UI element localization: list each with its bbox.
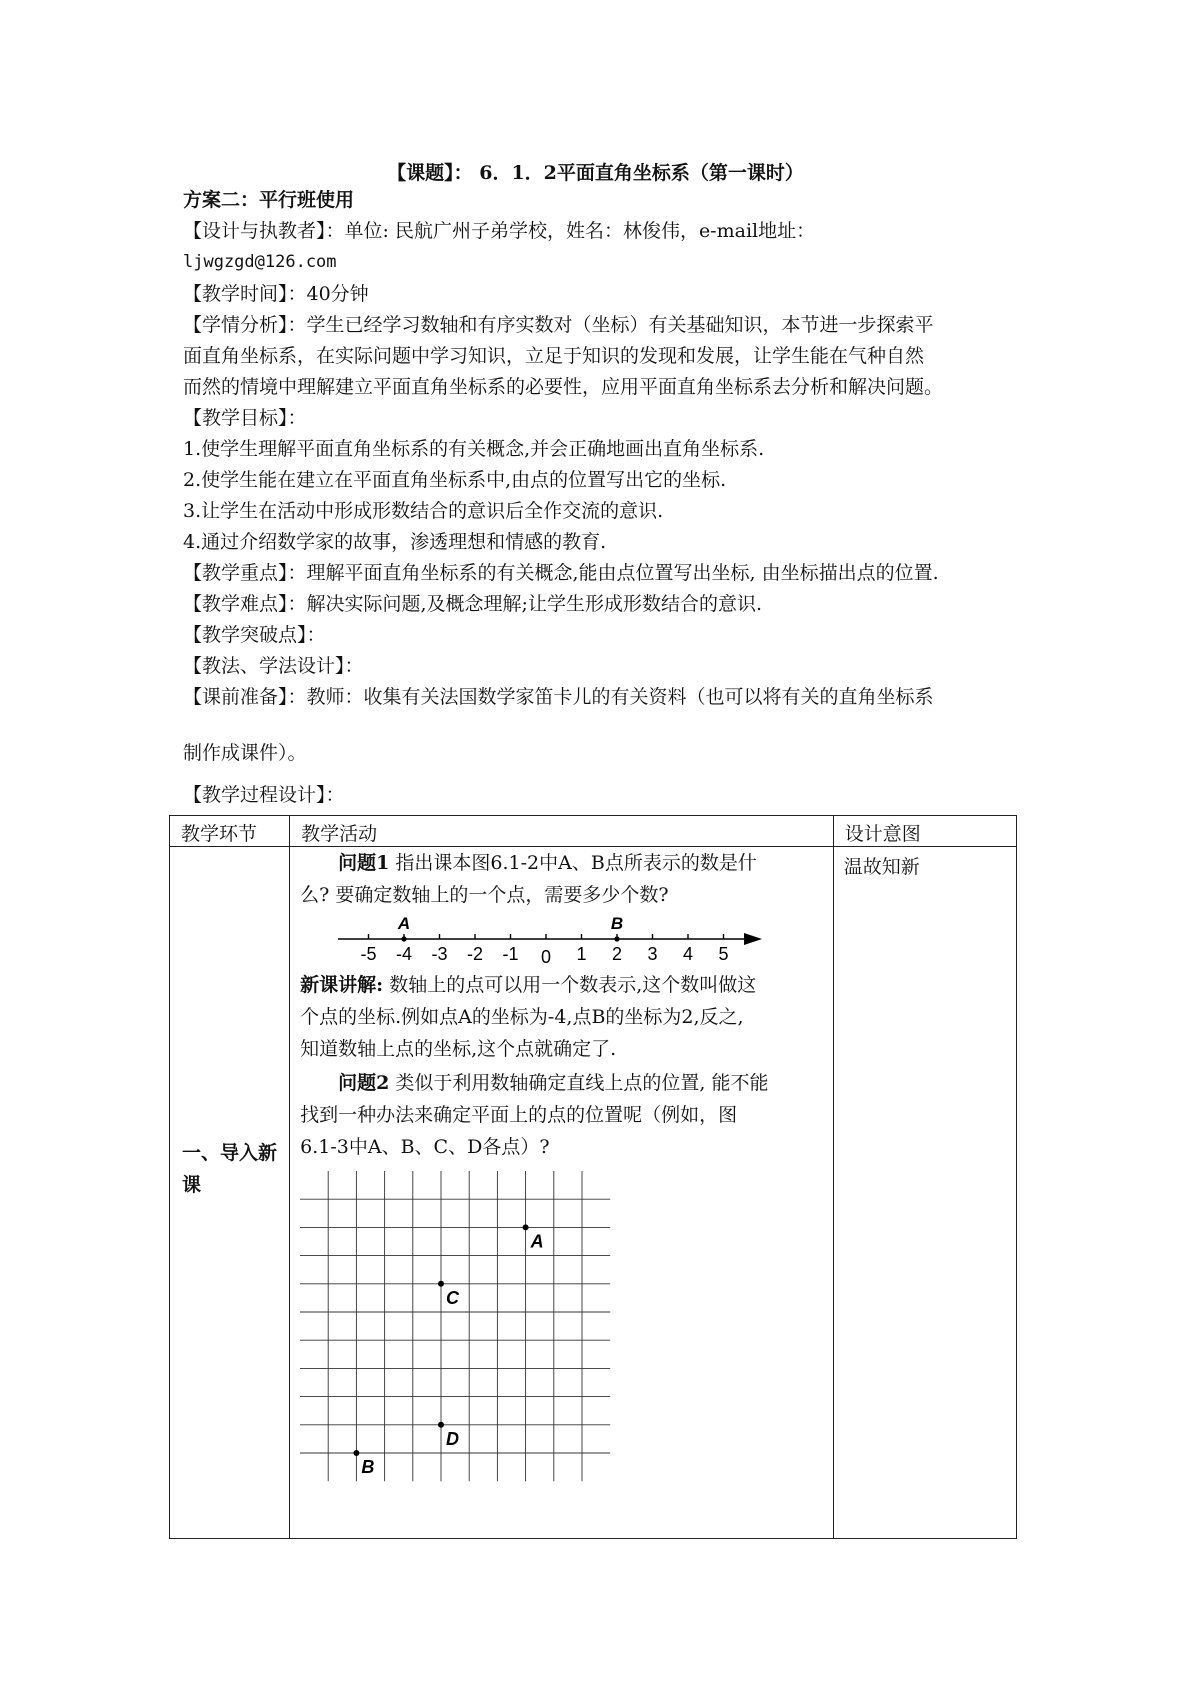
preparation-line-2: 制作成课件）。 (183, 742, 307, 764)
number-line-tick-label: -2 (467, 944, 484, 964)
number-line-figure (330, 911, 770, 971)
number-line-tick-label: -5 (360, 944, 377, 964)
grid-point (523, 1224, 529, 1230)
q1-text: 指出课本图6.1-2中A、B点所表示的数是什 (389, 852, 757, 874)
goal-item: 2.使学生能在建立在平面直角坐标系中,由点的位置写出它的坐标. (183, 469, 727, 491)
question-1-line-2: 么? 要确定数轴上的一个点，需要多少个数? (300, 884, 669, 906)
goal-item: 3.让学生在活动中形成形数结合的意识后全作交流的意识. (183, 500, 664, 522)
number-line-point (402, 936, 407, 941)
header-stage: 教学环节 (181, 823, 258, 845)
number-line-tick-label: 2 (612, 944, 623, 964)
section-label: 一、导入新课 (182, 1142, 278, 1196)
process-table (169, 815, 1017, 1539)
header-activity: 教学活动 (301, 823, 378, 845)
goal-item: 4.通过介绍数学家的故事，渗透理想和情感的教育. (183, 531, 607, 553)
intent-cell (833, 847, 1016, 1539)
teaching-time: 【教学时间】：40分钟 (183, 283, 369, 305)
designer-email: ljwgzgd@126.com (183, 252, 337, 272)
number-line-tick-label: 4 (683, 944, 694, 964)
grid-figure (300, 1171, 630, 1501)
question-2-line-2: 找到一种办法来确定平面上的点的位置呢（例如，图 (300, 1104, 738, 1126)
new-lesson-text: 数轴上的点可以用一个数表示,这个数叫做这 (383, 974, 757, 996)
table-header-row (170, 816, 1017, 847)
number-line-point-label: B (611, 914, 624, 933)
number-line-tick-label: -1 (502, 944, 519, 964)
question-1 (300, 847, 825, 879)
number-line-tick-label: -3 (431, 944, 448, 964)
number-line-tick-label: 3 (647, 944, 658, 964)
methods: 【教法、学法设计】： (183, 655, 364, 677)
analysis-line-1: 【学情分析】：学生已经学习数轴和有序实数对（坐标）有关基础知识，本节进一步探索平 (183, 314, 934, 336)
number-line-point (615, 936, 620, 941)
intent-text: 温故知新 (843, 856, 920, 878)
grid-point (354, 1450, 360, 1456)
header-cell (833, 816, 1016, 847)
header-cell (290, 816, 834, 847)
q2-text: 类似于利用数轴确定直线上点的位置, 能不能 (389, 1072, 769, 1094)
grid-point-label: C (446, 1287, 460, 1308)
grid-point-label: D (446, 1428, 460, 1449)
goals-heading: 【教学目标】： (183, 407, 307, 429)
preparation-line-1: 【课前准备】：教师：收集有关法国数学家笛卡儿的有关资料（也可以将有关的直角坐标系 (183, 686, 934, 708)
new-lesson-line-1 (300, 969, 825, 1001)
difficulty: 【教学难点】：解决实际问题,及概念理解;让学生形成形数结合的意识. (183, 593, 762, 615)
number-line-tick-label: -4 (396, 944, 413, 964)
table-row (170, 847, 1017, 1539)
grid-point-label: A (530, 1231, 544, 1252)
new-lesson-label: 新课讲解: (300, 974, 384, 996)
header-cell (170, 816, 290, 847)
new-lesson-line-2: 个点的坐标.例如点A的坐标为-4,点B的坐标为2,反之, (300, 1006, 744, 1028)
plan-line: 方案二：平行班使用 (183, 189, 355, 211)
question-2-line-3: 6.1-3中A、B、C、D各点）? (300, 1136, 550, 1158)
q1-label: 问题1 (338, 852, 390, 874)
number-line-tick-label: 0 (541, 947, 552, 967)
number-line-tick-label: 5 (718, 944, 729, 964)
process-heading: 【教学过程设计】： (183, 784, 345, 806)
header-intent: 设计意图 (844, 823, 921, 845)
question-2 (300, 1067, 825, 1099)
q2-label: 问题2 (338, 1072, 390, 1094)
number-line-point-label: A (398, 914, 411, 933)
key-point: 【教学重点】：理解平面直角坐标系的有关概念,能由点位置写出坐标, 由坐标描出点的位置. (183, 562, 939, 584)
grid-point (438, 1281, 444, 1287)
grid-point-label: B (361, 1457, 375, 1477)
new-lesson-line-3: 知道数轴上点的坐标,这个点就确定了. (300, 1038, 617, 1060)
number-line-arrow (744, 933, 762, 945)
number-line-tick-label: 1 (576, 944, 587, 964)
breakthrough: 【教学突破点】： (183, 624, 326, 646)
grid-point (438, 1422, 444, 1428)
designer-line: 【设计与执教者】：单位: 民航广州子弟学校，姓名：林俊伟，e-mail地址： (183, 220, 816, 242)
goal-item: 1.使学生理解平面直角坐标系的有关概念,并会正确地画出直角坐标系. (183, 438, 765, 460)
analysis-line-3: 而然的情境中理解建立平面直角坐标系的必要性，应用平面直角坐标系去分析和解决问题。 (183, 376, 944, 398)
analysis-line-2: 面直角坐标系，在实际问题中学习知识，立足于知识的发现和发展，让学生能在气种自然 (183, 345, 925, 367)
stage-cell (170, 847, 290, 1539)
page-title: 【课题】： 6．1．2平面直角坐标系（第一课时） (387, 162, 804, 184)
activity-cell (290, 847, 834, 1539)
